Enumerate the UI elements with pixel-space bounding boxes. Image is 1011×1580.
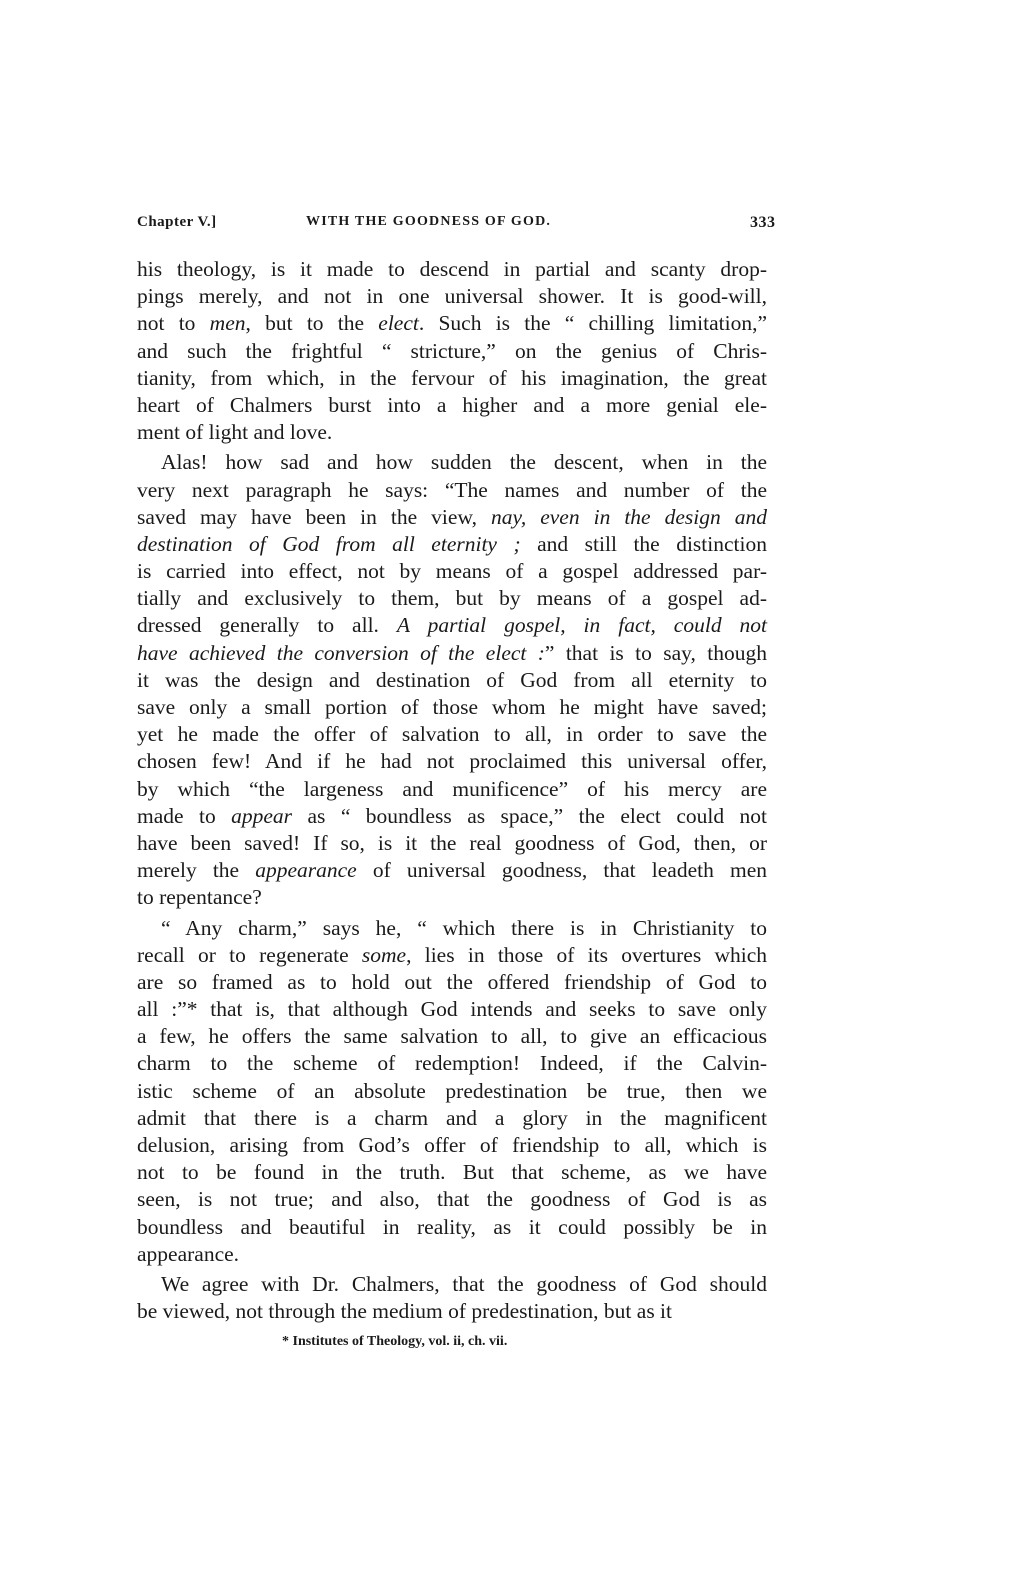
text-line [137, 1078, 767, 1105]
text-segment: saved may have been in the view, [137, 504, 491, 529]
text-line [137, 1271, 767, 1298]
italic-text: some [361, 942, 407, 967]
text-line [137, 338, 767, 365]
text-line [137, 504, 767, 531]
text-line [137, 1186, 767, 1213]
text-segment: to repentance? [137, 885, 262, 910]
text-segment: ” that is to say, though [544, 640, 767, 665]
text-segment: delusion, arising from God’s offer of friendship to all, which is [137, 1133, 767, 1157]
text-line [137, 1132, 767, 1159]
text-line [137, 612, 767, 639]
text-segment: charm to the scheme of redemption! Indeed, if the Calvin- [137, 1051, 767, 1076]
text-line [137, 449, 767, 476]
italic-text: elect [378, 311, 419, 336]
italic-text: appear [231, 803, 293, 828]
text-line [137, 531, 767, 558]
text-segment: We agree with Dr. Chalmers, that the goodness of God should [161, 1271, 767, 1296]
text-segment: not to [137, 311, 210, 336]
text-segment: as “ boundless as space,” the elect could not [292, 803, 767, 828]
text-segment: tianity, from which, in the fervour of his imagination, the great [137, 365, 767, 390]
paragraph [137, 449, 767, 911]
italic-text: appearance [255, 858, 357, 883]
text-line [137, 667, 767, 694]
chapter-label: Chapter V.] [137, 214, 217, 230]
text-line [137, 915, 767, 942]
text-segment: of universal goodness, that leadeth men [356, 858, 767, 883]
text-segment: and still the distinction [520, 531, 767, 556]
text-segment: Alas! how sad and how sudden the descent, when in the [161, 450, 767, 475]
text-line [137, 1023, 767, 1050]
text-segment: seen, is not true; and also, that the goodness of God is as [137, 1187, 767, 1212]
text-line [137, 477, 767, 504]
paragraph [137, 1271, 767, 1325]
text-line [137, 1241, 767, 1268]
text-line [137, 1105, 767, 1132]
text-line [137, 283, 767, 310]
text-line [137, 830, 767, 857]
body-text [137, 256, 767, 1328]
text-segment: tially and exclusively to them, but by means of a gospel ad- [137, 586, 767, 611]
text-line [137, 1159, 767, 1186]
italic-text: destination of God from all eternity ; [137, 531, 521, 556]
text-segment: admit that there is a charm and a glory in the magnificent [137, 1105, 767, 1130]
text-segment: a few, he offers the same salvation to all, to give an efficacious [137, 1024, 767, 1049]
text-segment: it was the design and destination of God from all eternity to [137, 667, 767, 692]
text-segment: boundless and beautiful in reality, as it could possibly be in [137, 1214, 767, 1239]
text-line [137, 776, 767, 803]
text-segment: save only a small portion of those whom he might have saved; [137, 695, 767, 719]
text-segment: , lies in those of its overtures which [406, 942, 767, 967]
italic-text: A partial gospel, in fact, could not [396, 613, 767, 638]
text-line [137, 640, 767, 667]
text-line [137, 1050, 767, 1077]
text-line [137, 392, 767, 419]
text-segment: all :”* that is, that although God intends and seeks to save only [137, 997, 767, 1022]
text-line [137, 256, 767, 283]
text-line [137, 694, 767, 721]
text-line [137, 419, 767, 446]
text-line [137, 996, 767, 1023]
text-segment: ment of light and love. [137, 420, 333, 445]
text-line [137, 803, 767, 830]
text-segment: heart of Chalmers burst into a higher and a more genial ele- [137, 392, 767, 417]
text-segment: pings merely, and not in one universal shower. It is good-will, [137, 284, 767, 309]
text-line [137, 310, 767, 337]
text-segment: “ Any charm,” says he, “ which there is in Christianity to [161, 915, 767, 940]
text-line [137, 585, 767, 612]
text-segment: made to [137, 803, 232, 828]
text-line [137, 969, 767, 996]
text-line [137, 721, 767, 748]
text-segment: dressed generally to all. [137, 613, 397, 638]
text-segment: very next paragraph he says: “The names and number of the [137, 477, 767, 502]
paragraph [137, 256, 767, 446]
text-segment: recall or to regenerate [137, 942, 362, 967]
italic-text: men [209, 311, 246, 336]
text-segment: have been saved! If so, is it the real goodness of God, then, or [137, 830, 767, 855]
text-segment: yet he made the offer of salvation to all, in order to save the [137, 722, 767, 747]
text-line [137, 1298, 767, 1325]
text-line [137, 365, 767, 392]
text-segment: are so framed as to hold out the offered friendship of God to [137, 969, 767, 994]
text-line [137, 1214, 767, 1241]
text-segment: not to be found in the truth. But that scheme, as we have [137, 1160, 767, 1185]
text-segment: merely the [137, 858, 256, 883]
text-segment: by which “the largeness and munificence” of his mercy are [137, 776, 767, 801]
text-segment: is carried into effect, not by means of a gospel addressed par- [137, 559, 767, 584]
text-line [137, 857, 767, 884]
text-segment: , but to the [245, 311, 379, 336]
text-line [137, 748, 767, 775]
text-segment: istic scheme of an absolute predestination be true, then we [137, 1078, 767, 1103]
text-segment: and such the frightful “ stricture,” on the genius of Chris- [137, 338, 767, 363]
text-line [137, 558, 767, 585]
paragraph [137, 915, 767, 1268]
page-number: 333 [750, 214, 776, 231]
text-segment: his theology, is it made to descend in partial and scanty drop- [137, 257, 767, 281]
text-segment: be viewed, not through the medium of predestination, but as it [137, 1299, 673, 1324]
italic-text: have achieved the conversion of the elect : [137, 640, 545, 665]
text-segment: . Such is the “ chilling limitation,” [418, 311, 767, 336]
text-line [137, 942, 767, 969]
footnote: * Institutes of Theology, vol. ii, ch. vii. [282, 1334, 508, 1349]
italic-text: nay, even in the design and [490, 504, 767, 529]
text-segment: chosen few! And if he had not proclaimed this universal offer, [137, 749, 767, 774]
running-title: WITH THE GOODNESS OF GOD. [306, 214, 552, 229]
text-line [137, 884, 767, 911]
text-segment: appearance. [137, 1241, 240, 1266]
